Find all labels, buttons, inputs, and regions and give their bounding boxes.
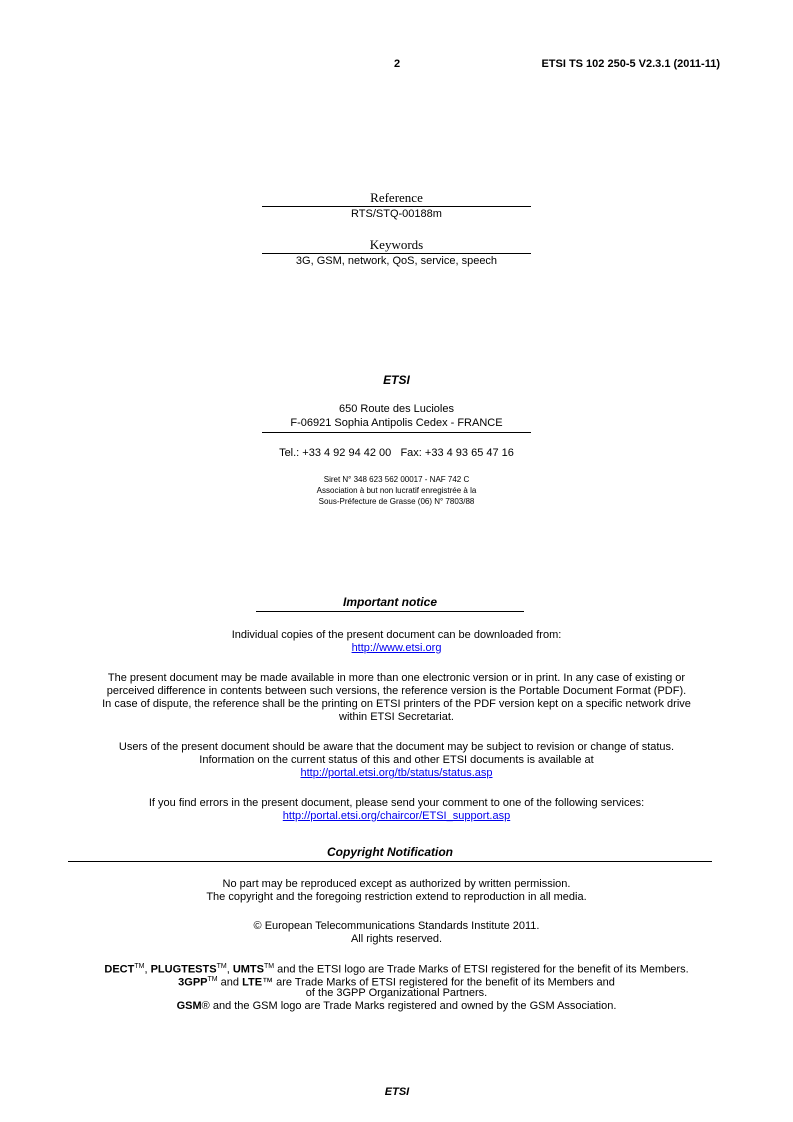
- tm-gsm: GSM: [176, 1000, 202, 1012]
- page-number: 2: [393, 58, 401, 70]
- tm-tail-1: and the ETSI logo are Trade Marks of ETSI registered for the benefit of its Members.: [274, 963, 689, 976]
- copyright-line-3: © European Telecommunications Standards Institute 2011.: [253, 920, 540, 932]
- copyright-line-2: The copyright and the foregoing restriction extend to reproduction in all media.: [206, 891, 587, 903]
- organization-name: ETSI: [383, 373, 410, 387]
- document-identifier: ETSI TS 102 250-5 V2.3.1 (2011-11): [541, 58, 720, 70]
- tm-mark: TM: [134, 963, 145, 970]
- errors-text: If you find errors in the present document, please send your comment to one of the following services:: [148, 797, 645, 809]
- support-link[interactable]: http://portal.etsi.org/chaircor/ETSI_support.asp: [282, 810, 511, 822]
- tm-umts: UMTS: [232, 963, 264, 976]
- trademark-line-4: [60, 1000, 733, 1013]
- status-link-row: [60, 767, 733, 780]
- etsi-website-link[interactable]: http://www.etsi.org: [351, 642, 442, 654]
- copyright-line-1: No part may be reproduced except as authorized by written permission.: [222, 878, 571, 890]
- tm-3gpp: 3GPP: [178, 976, 208, 989]
- tm-plugtests: PLUGTESTS: [150, 963, 217, 976]
- versions-line-1: The present document may be made available in more than one electronic version or in print. In any case of existing or: [107, 672, 686, 684]
- copyright-rule: [68, 861, 712, 862]
- status-line-1: Users of the present document should be aware that the document may be subject to revision or change of status.: [118, 741, 675, 753]
- tm-lte: LTE: [242, 976, 263, 989]
- siret-line-1: Siret N° 348 623 562 00017 - NAF 742 C: [323, 475, 470, 484]
- copyright-line-4: All rights reserved.: [350, 933, 443, 945]
- tm-mark: TM: [263, 963, 275, 970]
- tm-tail-2: ™ are Trade Marks of ETSI registered for the benefit of its Members and: [262, 976, 615, 989]
- address-line-1: 650 Route des Lucioles: [339, 403, 454, 415]
- address-rule: [262, 432, 531, 433]
- keywords-value: 3G, GSM, network, QoS, service, speech: [295, 255, 498, 267]
- reference-label: Reference: [370, 190, 423, 205]
- keywords-label: Keywords: [369, 237, 424, 252]
- trademark-line-3: of the 3GPP Organizational Partners.: [305, 987, 488, 999]
- keywords-rule: [262, 253, 531, 254]
- errors-link-row: [60, 810, 733, 823]
- address-line-2: F-06921 Sophia Antipolis Cedex - FRANCE: [290, 417, 503, 429]
- copyright-title: Copyright Notification: [327, 845, 453, 859]
- versions-line-4: within ETSI Secretariat.: [339, 711, 454, 723]
- reference-value: RTS/STQ-00188m: [351, 208, 442, 220]
- tm-mark: TM: [207, 976, 218, 983]
- important-notice-rule: [256, 611, 524, 612]
- status-line-2: Information on the current status of this and other ETSI documents is available at: [199, 754, 594, 766]
- tm-tail-4: ® and the GSM logo are Trade Marks registered and owned by the GSM Association.: [201, 1000, 617, 1012]
- phone-fax: Tel.: +33 4 92 94 42 00 Fax: +33 4 93 65 47 16: [279, 447, 514, 459]
- tm-and: and: [217, 976, 243, 989]
- download-text: Individual copies of the present document can be downloaded from:: [231, 629, 562, 641]
- tm-mark: TM: [216, 963, 227, 970]
- status-link[interactable]: http://portal.etsi.org/tb/status/status.asp: [300, 767, 493, 779]
- important-notice-title: Important notice: [342, 595, 437, 609]
- versions-line-2: perceived difference in contents between such versions, the reference version is the Portable Document Format (PDF).: [106, 685, 687, 697]
- download-link-row: [60, 642, 733, 655]
- versions-line-3: In case of dispute, the reference shall be the printing on ETSI printers of the PDF version kept on a specific network drive: [102, 698, 691, 710]
- siret-line-3: Sous-Préfecture de Grasse (06) N° 7803/88: [318, 497, 475, 506]
- footer-organization: ETSI: [384, 1086, 410, 1098]
- siret-line-2: Association à but non lucratif enregistrée à la: [316, 486, 477, 495]
- tm-separator: ,: [144, 963, 151, 976]
- reference-rule: [262, 206, 531, 207]
- tm-dect: DECT: [104, 963, 135, 976]
- tm-separator: ,: [226, 963, 233, 976]
